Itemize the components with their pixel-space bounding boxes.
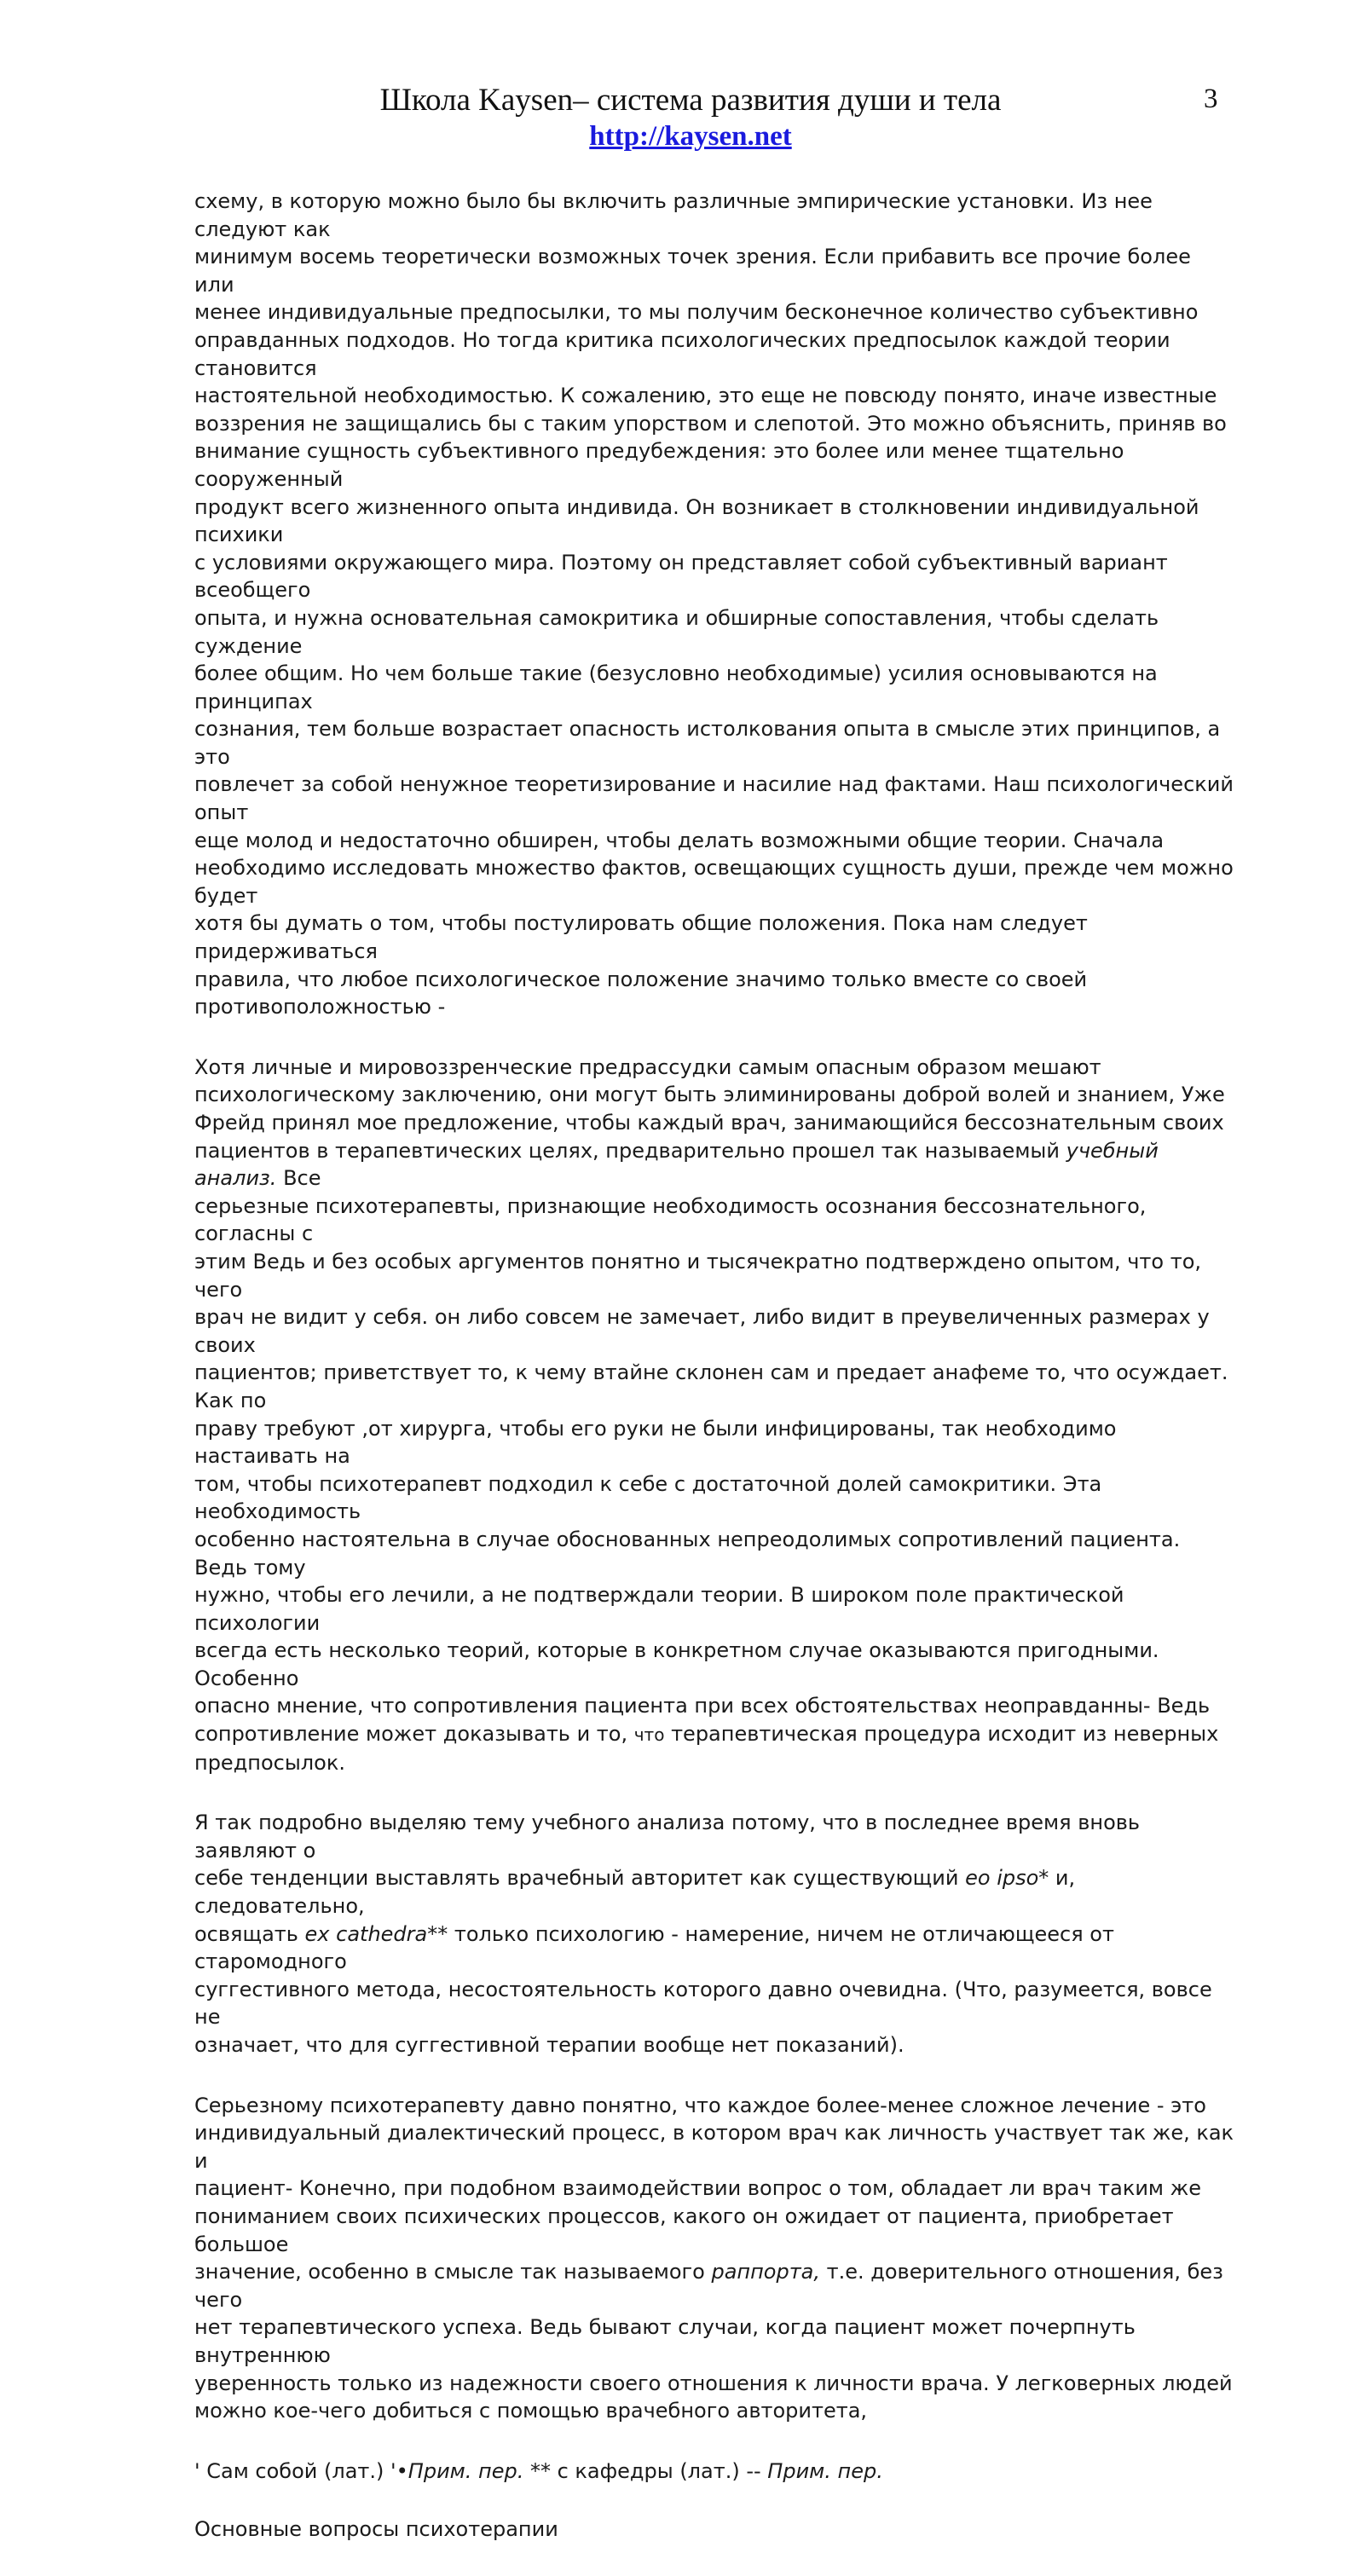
footer-title: Основные вопросы психотерапии [194,2517,558,2542]
paragraph-1: схему, в которую можно было бы включить различные эмпирические установки. Из нее следуют как минимум восемь теоретически возможных точек зрения. Если прибавить все прочие более или менее индивидуальные предпосылки, то мы получим бесконечное количество субъективно оправданных подходов. Но тогда критика психологических предпосылок каждой теории становится настоятельной необходимостью. К сожалению, это еще не повсюду понято, иначе известные воззрения не защищались бы с таким упорством и слепотой. Это можно объяснить, приняв во внимание сущность субъективного предубеждения: это более или менее тщательно сооруженный продукт всего жизненного опыта индивида. Он возникает в столкновении индивидуальной психики с условиями окружающего мира. Поэтому он представляет собой субъективный вариант всеобщего опыта, и нужна основательная самокритика и обширные сопоставления, чтобы сделать суждение более общим. Но чем больше такие (безусловно необходимые) усилия основываются на принципах сознания, тем больше возрастает опасность истолкования опыта в смысле этих принципов, а это повлечет за собой ненужное теоретизирование и насилие над фактами. Наш психологический опыт еще молод и недостаточно обширен, чтобы делать возможными общие теории. Сначала необходимо исследовать множество фактов, освещающих сущность души, прежде чем можно будет хотя бы думать о том, чтобы постулировать общие положения. Пока нам следует придерживаться правила, что любое психологическое положение значимо только вместе со своей противоположностью - [194,189,1234,1019]
page-number: 3 [1204,84,1218,114]
paragraph-4: Серьезному психотерапевту давно понятно, что каждое более-менее сложное лечение - это индивидуальный диалектический процесс, в котором врач как личность участвует так же, как и пациент- Конечно, при подобном взаимодействии вопрос о том, обладает ли врач таким же пониманием своих психических процессов, какого он ожидает от пациента, приобретает большое значение, особенно в смысле так называемого раппорта, т.е. доверительного отношения, без чего нет терапевтического успеха. Ведь бывают случаи, когда пациент может почерпнуть внутреннюю уверенность только из надежности своего отношения к личности врача. У легковерных людей можно кое-чего добиться с помощью врачебного авторитета, [194,2093,1234,2423]
page-header [0,82,1364,153]
emphasis-ex-cathedra: ex cathedra** [304,1921,448,1946]
emphasis-rapport: раппорта, [711,2260,821,2284]
paragraph-2: Хотя личные и мировоззренческие предрассудки самым опасным образом мешают психологическому заключению, они могут быть элиминированы доброй волей и знанием, Уже Фрейд принял мое предложение, чтобы каждый врач, занимающийся бессознательным своих пациентов в терапевтических целях, предварительно прошел так называемый учебный анализ. Все серьезные психотерапевты, признающие необходимость осознания бессознательного, согласны с этим Ведь и без особых аргументов понятно и тысячекратно подтверждено опытом, что то, чего врач не видит у себя. он либо совсем не замечает, либо видит в преувеличенных размерах у своих пациентов; приветствует то, к чему втайне склонен сам и предает анафеме то, что осуждает. Как по праву требуют ,от хирурга, чтобы его руки не были инфицированы, так необходимо настаивать на том, чтобы психотерапевт подходил к себе с достаточной долей самокритики. Эта необходимость особенно настоятельна в случае обоснованных непреодолимых сопротивлений пациента. Ведь тому нужно, чтобы его лечили, а не подтверждали теории. В широком поле практической психологии всегда есть несколько теорий, которые в конкретном случае оказываются пригодными. Особенно опасно мнение, что сопротивления пациента при всех обстоятельствах неоправданны- Ведь сопротивление может доказывать и то, что терапевтическая процедура исходит из неверных предпосылок. [194,1054,1228,1775]
site-link[interactable]: http://kaysen.net [589,121,792,152]
document-body [194,188,1234,2576]
emphasis-training-analysis: учебный анализ. [194,1138,1159,1191]
paragraph-3: Я так подробно выделяю тему учебного анализа потому, что в последнее время вновь заявляют о себе тенденции выставлять врачебный авторитет как существующий ео ipso* и, следовательно, освящать ex cathedra** только психологию - намерение, ничем не отличающееся от старомодного суггестивного метода, несостоятельность которого давно очевидна. (Что, разумеется, вовсе не означает, что для суггестивной терапии вообще нет показаний). [194,1811,1212,2057]
footnotes: ' Сам собой (лат.) '•Прим. пер. ** с кафедры (лат.) -- Прим. пер. [194,2458,883,2483]
emphasis-eo-ipso: ео ipso* [965,1866,1049,1891]
header-title: Школа Kaysen– система развития души и тела [379,83,1002,118]
